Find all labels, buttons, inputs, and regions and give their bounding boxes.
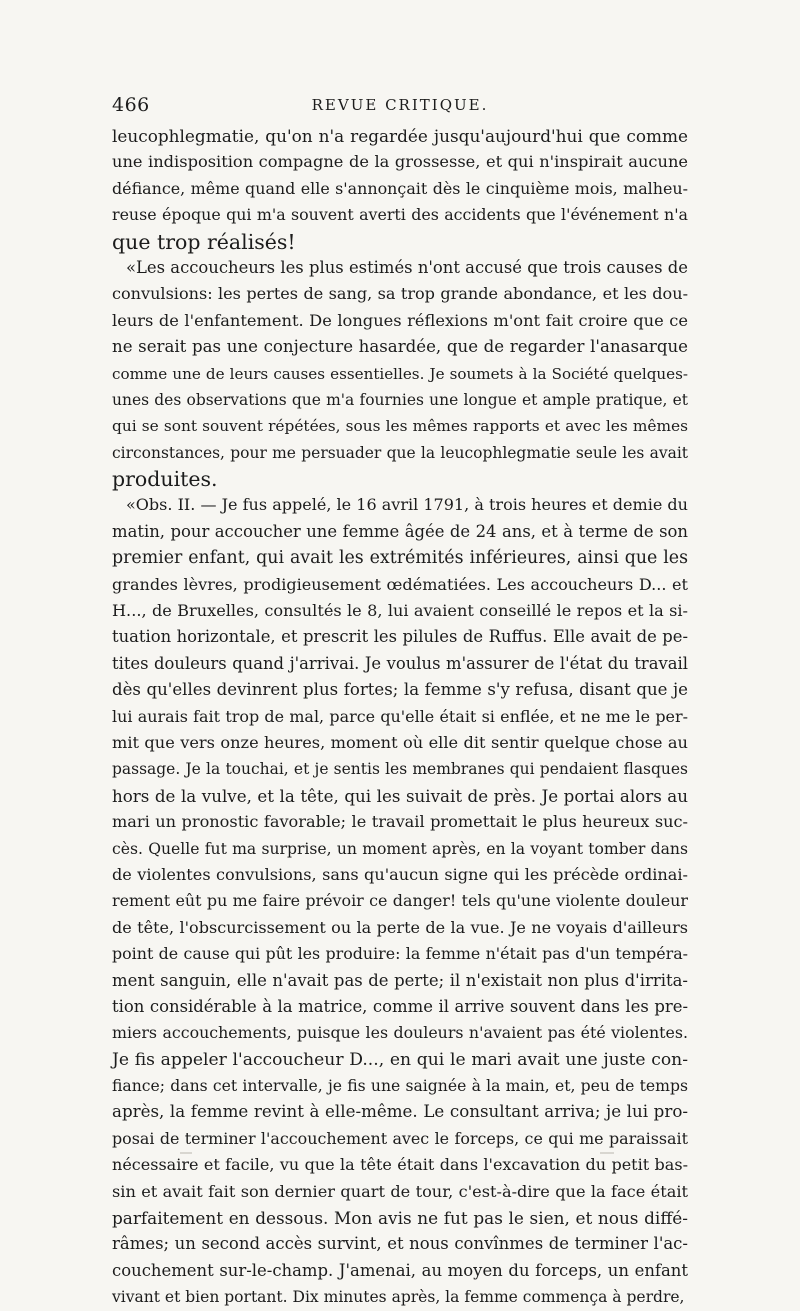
- text-line: point de cause qui pût les produire: la femme n'était pas d'un tempéra-: [112, 944, 688, 964]
- text-line: cès. Quelle fut ma surprise, un moment après, en la voyant tomber dans: [112, 839, 688, 858]
- text-line: rement eût pu me faire prévoir ce danger! tels qu'une violente douleur: [112, 891, 688, 911]
- text-line: ne serait pas une conjecture hasardée, que de regarder l'anasarque: [112, 337, 688, 357]
- text-line: lui aurais fait trop de mal, parce qu'elle était si enflée, et ne me le per-: [112, 706, 688, 726]
- text-line: posai de terminer l'accouchement avec le forceps, ce qui me paraissait: [112, 1128, 688, 1148]
- text-line: comme une de leurs causes essentielles. Je soumets à la Société quelques-: [112, 364, 688, 383]
- paragraph: [112, 123, 688, 255]
- text-line: matin, pour accoucher une femme âgée de 24 ans, et à terme de son: [112, 521, 688, 541]
- text-line: produites.: [112, 467, 218, 492]
- text-line: que trop réalisés!: [112, 229, 296, 254]
- body-text: [112, 123, 688, 1311]
- text-line: nécessaire et facile, vu que la tête était dans l'excavation du petit bas-: [112, 1155, 688, 1175]
- text-line: tites douleurs quand j'arrivai. Je voulus m'assurer de l'état du travail: [112, 653, 688, 673]
- text-line: une indisposition compagne de la grossesse, et qui n'inspirait aucune: [112, 152, 688, 172]
- text-line: qui se sont souvent répétées, sous les mêmes rapports et avec les mêmes: [112, 417, 688, 436]
- text-line: dès qu'elles devinrent plus fortes; la femme s'y refusa, disant que je: [112, 680, 688, 700]
- text-line: de tête, l'obscurcissement ou la perte de la vue. Je ne voyais d'ailleurs: [112, 917, 688, 937]
- text-line: premier enfant, qui avait les extrémités inférieures, ainsi que les: [112, 548, 688, 569]
- text-line: «Les accoucheurs les plus estimés n'ont accusé que trois causes de: [126, 257, 688, 277]
- page-number: 466: [112, 94, 150, 116]
- text-line: «Obs. II. — Je fus appelé, le 16 avril 1791, à trois heures et demie du: [126, 495, 688, 515]
- text-line: grandes lèvres, prodigieusement œdématiées. Les accoucheurs D... et: [112, 574, 688, 594]
- text-line: parfaitement en dessous. Mon avis ne fut pas le sien, et nous diffé-: [112, 1208, 688, 1229]
- text-line: circonstances, pour me persuader que la leucophlegmatie seule les avait: [112, 443, 688, 462]
- text-line: hors de la vulve, et la tête, qui les suivait de près. Je portai alors au: [112, 785, 688, 806]
- bleed-through-marks: [180, 1152, 620, 1162]
- text-line: sin et avait fait son dernier quart de tour, c'est-à-dire que la face était: [112, 1181, 688, 1201]
- text-line: couchement sur-le-champ. J'amenai, au moyen du forceps, un enfant: [112, 1260, 688, 1280]
- text-line: passage. Je la touchai, et je sentis les membranes qui pendaient flasques: [112, 760, 688, 779]
- page-header: [112, 90, 688, 120]
- text-line: leurs de l'enfantement. De longues réflexions m'ont fait croire que ce: [112, 310, 688, 330]
- text-line: reuse époque qui m'a souvent averti des accidents que l'événement n'a: [112, 205, 688, 225]
- text-line: unes des observations que m'a fournies une longue et ample pratique, et: [112, 390, 688, 409]
- text-line: de violentes convulsions, sans qu'aucun signe qui les précède ordinai-: [112, 864, 688, 884]
- text-line: mit que vers onze heures, moment où elle dit sentir quelque chose au: [112, 732, 688, 752]
- paragraph: [112, 255, 688, 493]
- text-line: mari un pronostic favorable; le travail promettait le plus heureux suc-: [112, 812, 688, 832]
- text-line: convulsions: les pertes de sang, sa trop grande abondance, et les dou-: [112, 284, 688, 304]
- text-line: ment sanguin, elle n'avait pas de perte; il n'existait non plus d'irrita-: [112, 970, 688, 990]
- text-line: tion considérable à la matrice, comme il arrive souvent dans les pre-: [112, 996, 688, 1016]
- text-line: miers accouchements, puisque les douleurs n'avaient pas été violentes.: [112, 1023, 688, 1043]
- text-line: fiance; dans cet intervalle, je fis une saignée à la main, et, peu de temps: [112, 1076, 688, 1096]
- running-title: REVUE CRITIQUE.: [311, 96, 489, 114]
- paragraph: [112, 492, 688, 1310]
- text-line: après, la femme revint à elle-même. Le consultant arriva; je lui pro-: [112, 1102, 688, 1122]
- text-line: râmes; un second accès survint, et nous convînmes de terminer l'ac-: [112, 1234, 688, 1254]
- text-line: tuation horizontale, et prescrit les pilules de Ruffus. Elle avait de pe-: [112, 627, 688, 647]
- text-line: Je fis appeler l'accoucheur D..., en qui le mari avait une juste con-: [112, 1049, 688, 1070]
- text-line: vivant et bien portant. Dix minutes après, la femme commença à perdre,: [112, 1288, 685, 1307]
- text-line: leucophlegmatie, qu'on n'a regardée jusqu'aujourd'hui que comme: [112, 126, 688, 146]
- text-line: H..., de Bruxelles, consultés le 8, lui avaient conseillé le repos et la si-: [112, 601, 688, 621]
- text-line: défiance, même quand elle s'annonçait dès le cinquième mois, malheu-: [112, 178, 688, 198]
